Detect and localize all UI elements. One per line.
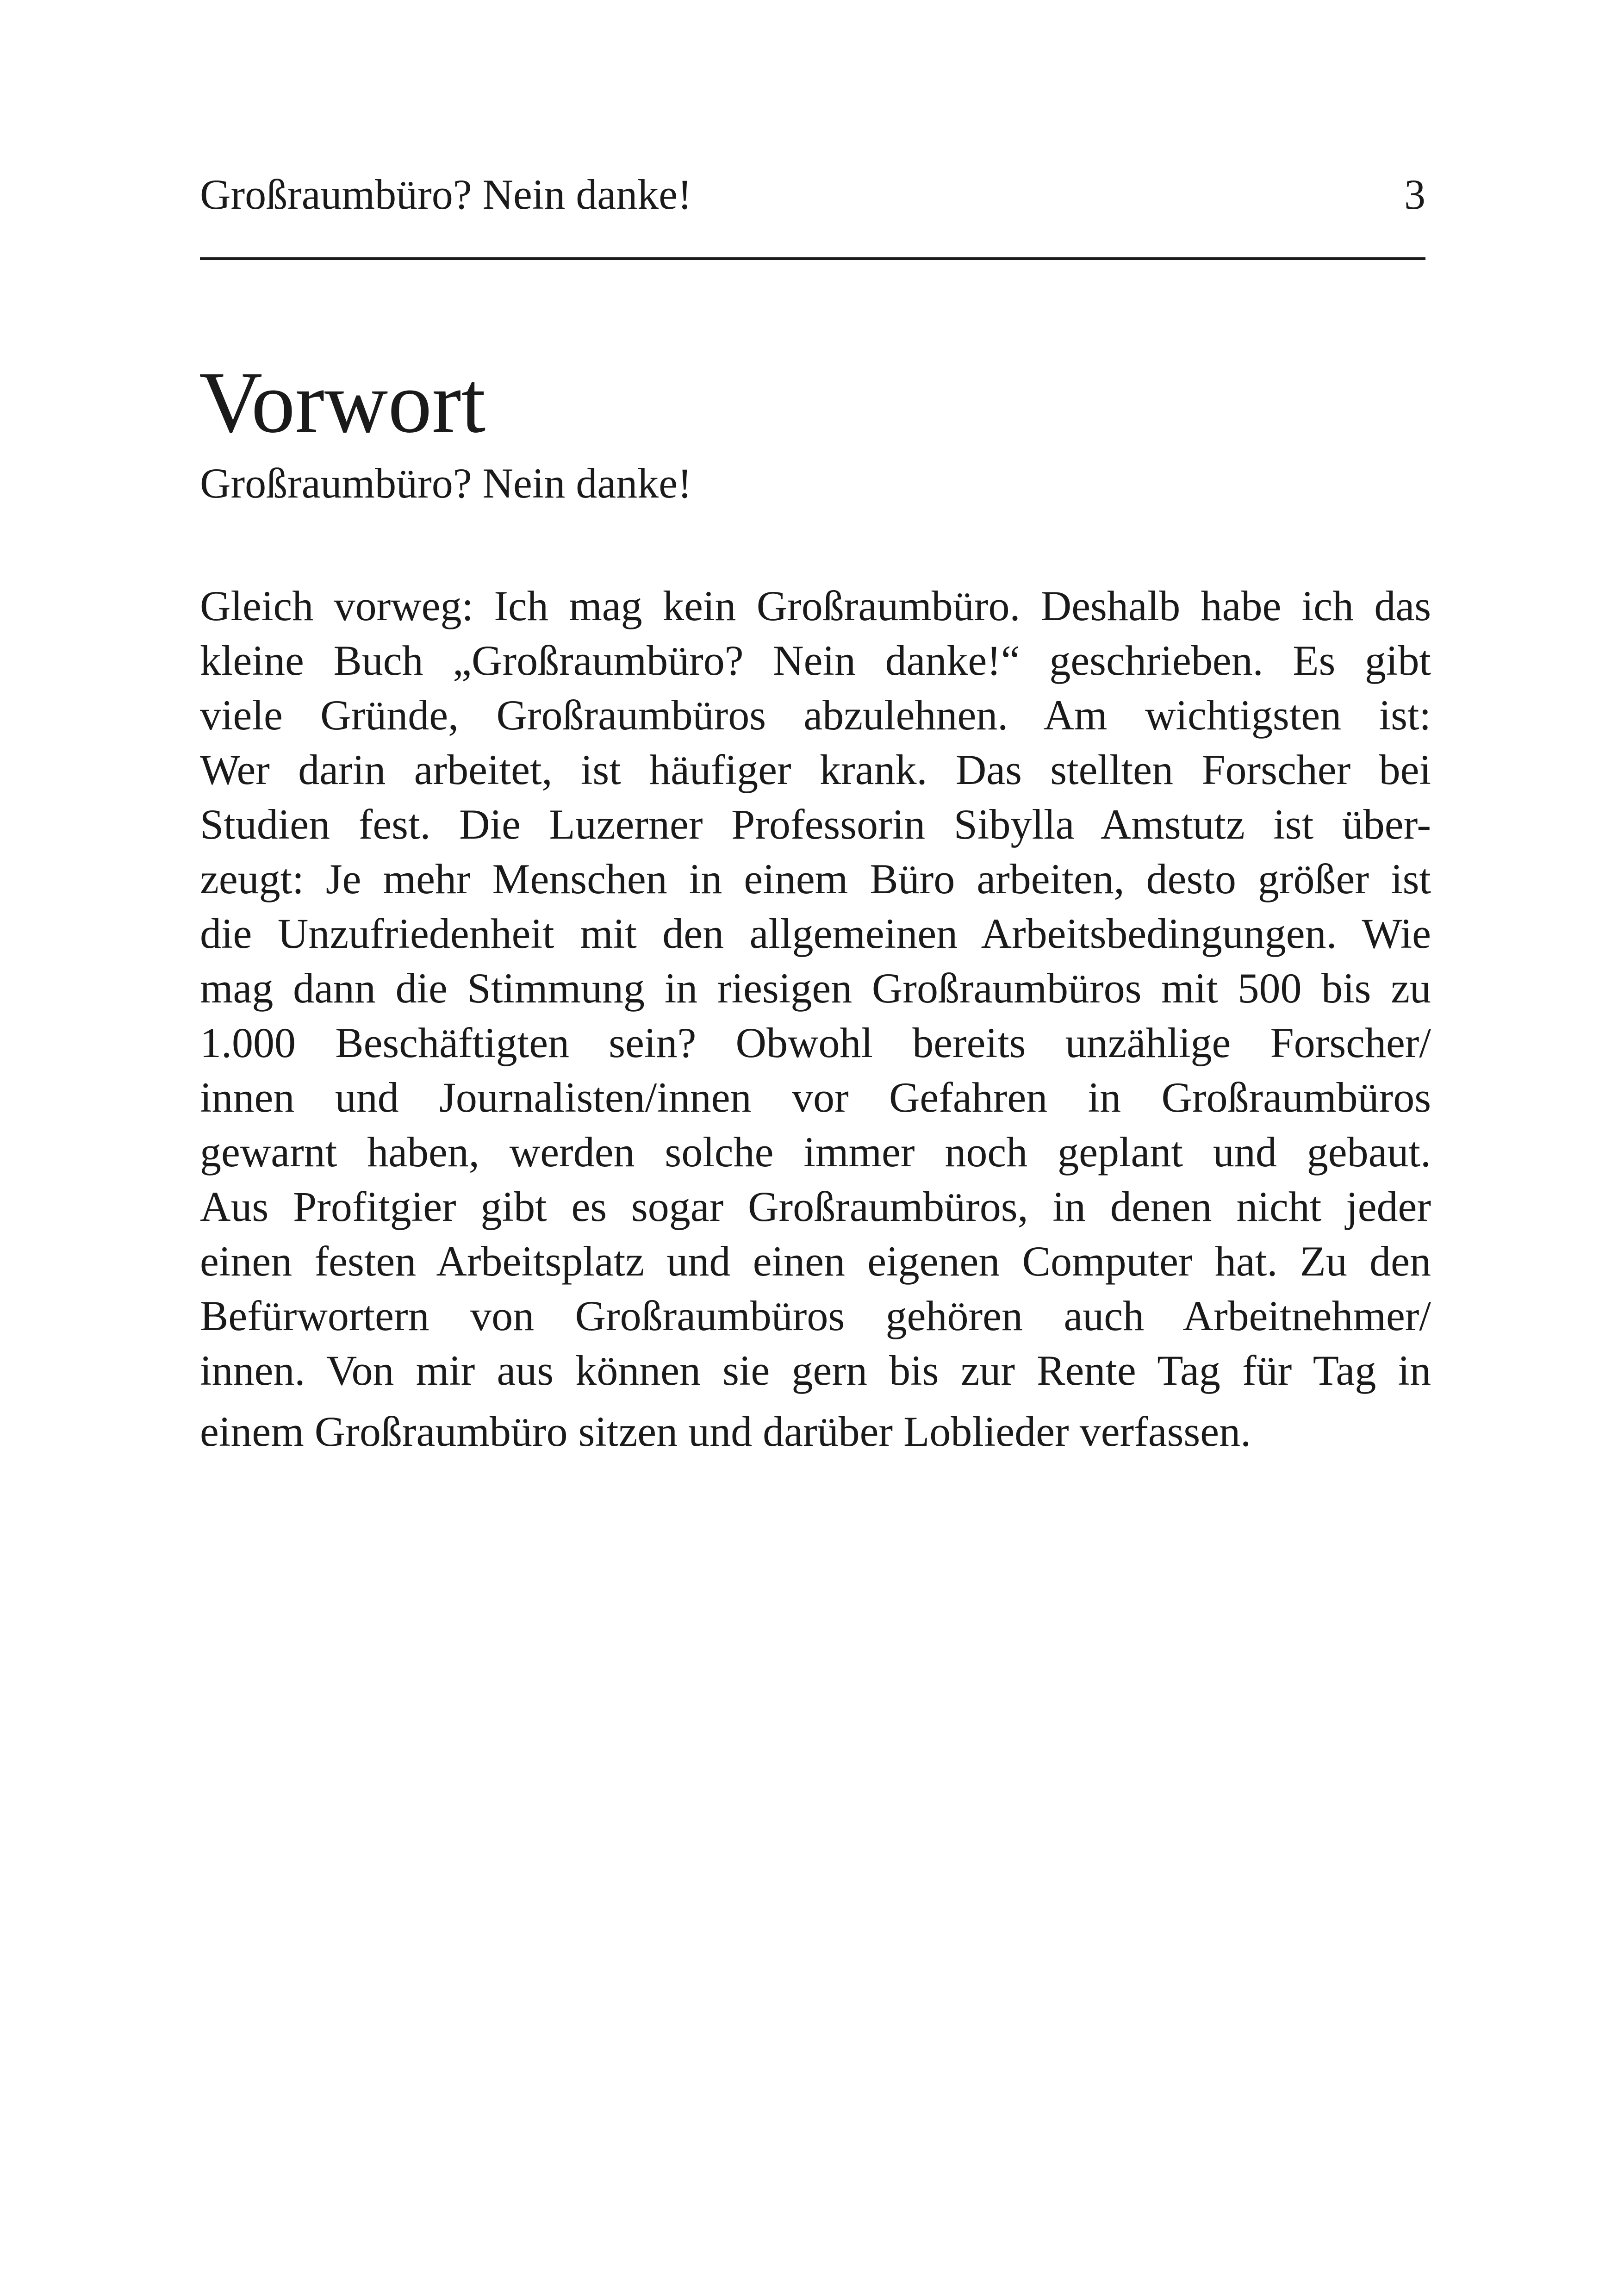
chapter-subtitle: Großraumbüro? Nein danke!: [200, 460, 692, 507]
paragraph-line: Gleich vorweg: Ich mag kein Großraumbüro. Deshalb habe ich das: [200, 582, 1431, 629]
header-divider: [200, 257, 1425, 260]
paragraph-line: einem Großraumbüro sitzen und darüber Loblieder verfassen.: [200, 1408, 1251, 1455]
page-number: 3: [1404, 171, 1425, 218]
paragraph-line: zeugt: Je mehr Menschen in einem Büro arbeiten, desto größer ist: [200, 855, 1431, 902]
paragraph-line: kleine Buch „Großraumbüro? Nein danke!“ geschrieben. Es gibt: [200, 637, 1431, 684]
paragraph-line: gewarnt haben, werden solche immer noch geplant und gebaut.: [200, 1128, 1431, 1176]
paragraph-line: 1.000 Beschäftigten sein? Obwohl bereits unzählige Forscher/: [200, 1019, 1431, 1066]
paragraph-line: Wer darin arbeitet, ist häufiger krank. Das stellten Forscher bei: [200, 746, 1431, 793]
running-head-title: Großraumbüro? Nein danke!: [200, 171, 692, 218]
running-head: [200, 167, 1425, 222]
paragraph-line: die Unzufriedenheit mit den allgemeinen Arbeitsbedingungen. Wie: [200, 910, 1431, 957]
paragraph-line: Aus Profitgier gibt es sogar Großraumbüros, in denen nicht jeder: [200, 1183, 1431, 1230]
body-paragraph: [200, 579, 1431, 1459]
paragraph-line: innen und Journalisten/innen vor Gefahren in Großraumbüros: [200, 1074, 1431, 1121]
paragraph-line: mag dann die Stimmung in riesigen Großraumbüros mit 500 bis zu: [200, 964, 1431, 1012]
paragraph-line: Studien fest. Die Luzerner Professorin Sibylla Amstutz ist über-: [200, 801, 1431, 848]
paragraph-line: innen. Von mir aus können sie gern bis zur Rente Tag für Tag in: [200, 1347, 1431, 1394]
chapter-title: Vorwort: [199, 354, 486, 451]
paragraph-line: einen festen Arbeitsplatz und einen eigenen Computer hat. Zu den: [200, 1238, 1431, 1285]
paragraph-line: viele Gründe, Großraumbüros abzulehnen. Am wichtigsten ist:: [200, 691, 1431, 739]
paragraph-line: Befürwortern von Großraumbüros gehören auch Arbeitnehmer/: [200, 1292, 1431, 1339]
